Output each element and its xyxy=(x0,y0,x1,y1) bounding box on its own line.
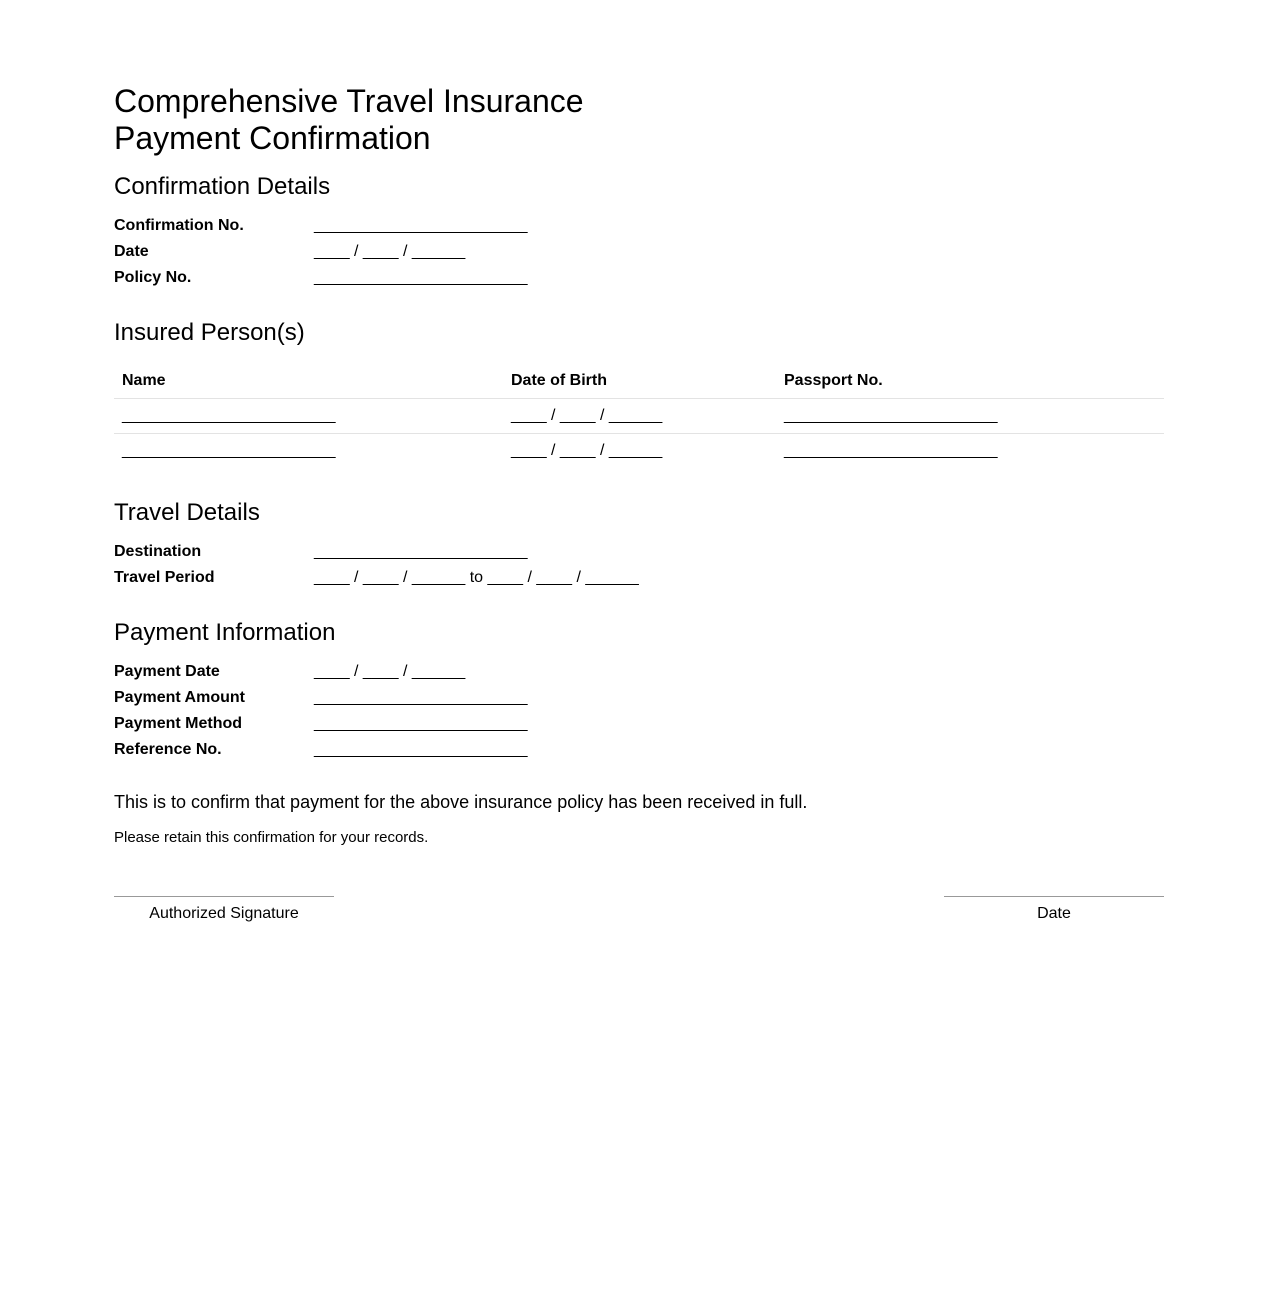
insured-passport-field[interactable]: ________________________ xyxy=(776,399,1164,434)
payment-date-label: Payment Date xyxy=(114,663,220,680)
insured-dob-field[interactable]: ____ / ____ / ______ xyxy=(511,442,663,459)
confirmation-number-label: Confirmation No. xyxy=(114,217,244,234)
destination-label: Destination xyxy=(114,543,202,560)
insured-passport-field[interactable]: ________________________ xyxy=(784,442,998,459)
payment-method-label: Payment Method xyxy=(114,715,243,732)
column-header-passport-no: Passport No. xyxy=(776,363,1164,399)
insured-dob-field[interactable]: ____ / ____ / ______ xyxy=(503,399,776,434)
destination-row xyxy=(114,539,814,565)
authorized-signature-line[interactable] xyxy=(114,896,334,924)
reference-number-label: Reference No. xyxy=(114,741,222,758)
confirmation-details-heading: Confirmation Details xyxy=(114,173,331,200)
payment-method-row xyxy=(114,711,814,737)
table-row xyxy=(114,399,1164,434)
payment-amount-row xyxy=(114,685,814,711)
payment-amount-label: Payment Amount xyxy=(114,689,245,706)
policy-number-field[interactable]: ________________________ xyxy=(314,269,528,286)
confirmation-number-field[interactable]: ________________________ xyxy=(314,217,528,234)
confirmation-number-row xyxy=(114,213,814,239)
signature-date-line[interactable] xyxy=(944,896,1164,924)
payment-date-field[interactable]: ____ / ____ / ______ xyxy=(314,663,466,680)
insured-persons-table xyxy=(114,363,1164,468)
payment-amount-field[interactable]: ________________________ xyxy=(314,689,528,706)
title-line-2: Payment Confirmation xyxy=(114,120,431,156)
confirmation-date-label: Date xyxy=(114,243,149,260)
document-title xyxy=(114,83,584,157)
travel-period-field[interactable]: ____ / ____ / ______ to ____ / ____ / ______ xyxy=(314,569,639,586)
signature-date-label: Date xyxy=(1037,905,1071,922)
confirmation-date-field[interactable]: ____ / ____ / ______ xyxy=(314,243,466,260)
column-header-date-of-birth: Date of Birth xyxy=(503,363,776,399)
authorized-signature-label: Authorized Signature xyxy=(149,905,299,922)
column-header-name: Name xyxy=(114,363,503,399)
confirmation-statement: This is to confirm that payment for the above insurance policy has been received in full. xyxy=(114,792,808,812)
reference-number-row xyxy=(114,737,814,763)
retention-note: Please retain this confirmation for your records. xyxy=(114,829,429,846)
confirmation-date-row xyxy=(114,239,814,265)
insured-name-field[interactable]: ________________________ xyxy=(122,442,336,459)
destination-field[interactable]: ________________________ xyxy=(314,543,528,560)
reference-number-field[interactable]: ________________________ xyxy=(314,741,528,758)
table-header-row xyxy=(114,363,1164,399)
insured-name-field[interactable]: ________________________ xyxy=(114,399,503,434)
insured-persons-heading: Insured Person(s) xyxy=(114,319,305,346)
travel-period-row xyxy=(114,565,814,591)
payment-method-field[interactable]: ________________________ xyxy=(314,715,528,732)
policy-number-label: Policy No. xyxy=(114,269,192,286)
table-row xyxy=(114,434,1164,469)
payment-date-row xyxy=(114,659,814,685)
title-line-1: Comprehensive Travel Insurance xyxy=(114,83,584,119)
travel-period-label: Travel Period xyxy=(114,569,215,586)
travel-details-heading: Travel Details xyxy=(114,499,260,526)
policy-number-row xyxy=(114,265,814,291)
payment-information-heading: Payment Information xyxy=(114,619,336,646)
